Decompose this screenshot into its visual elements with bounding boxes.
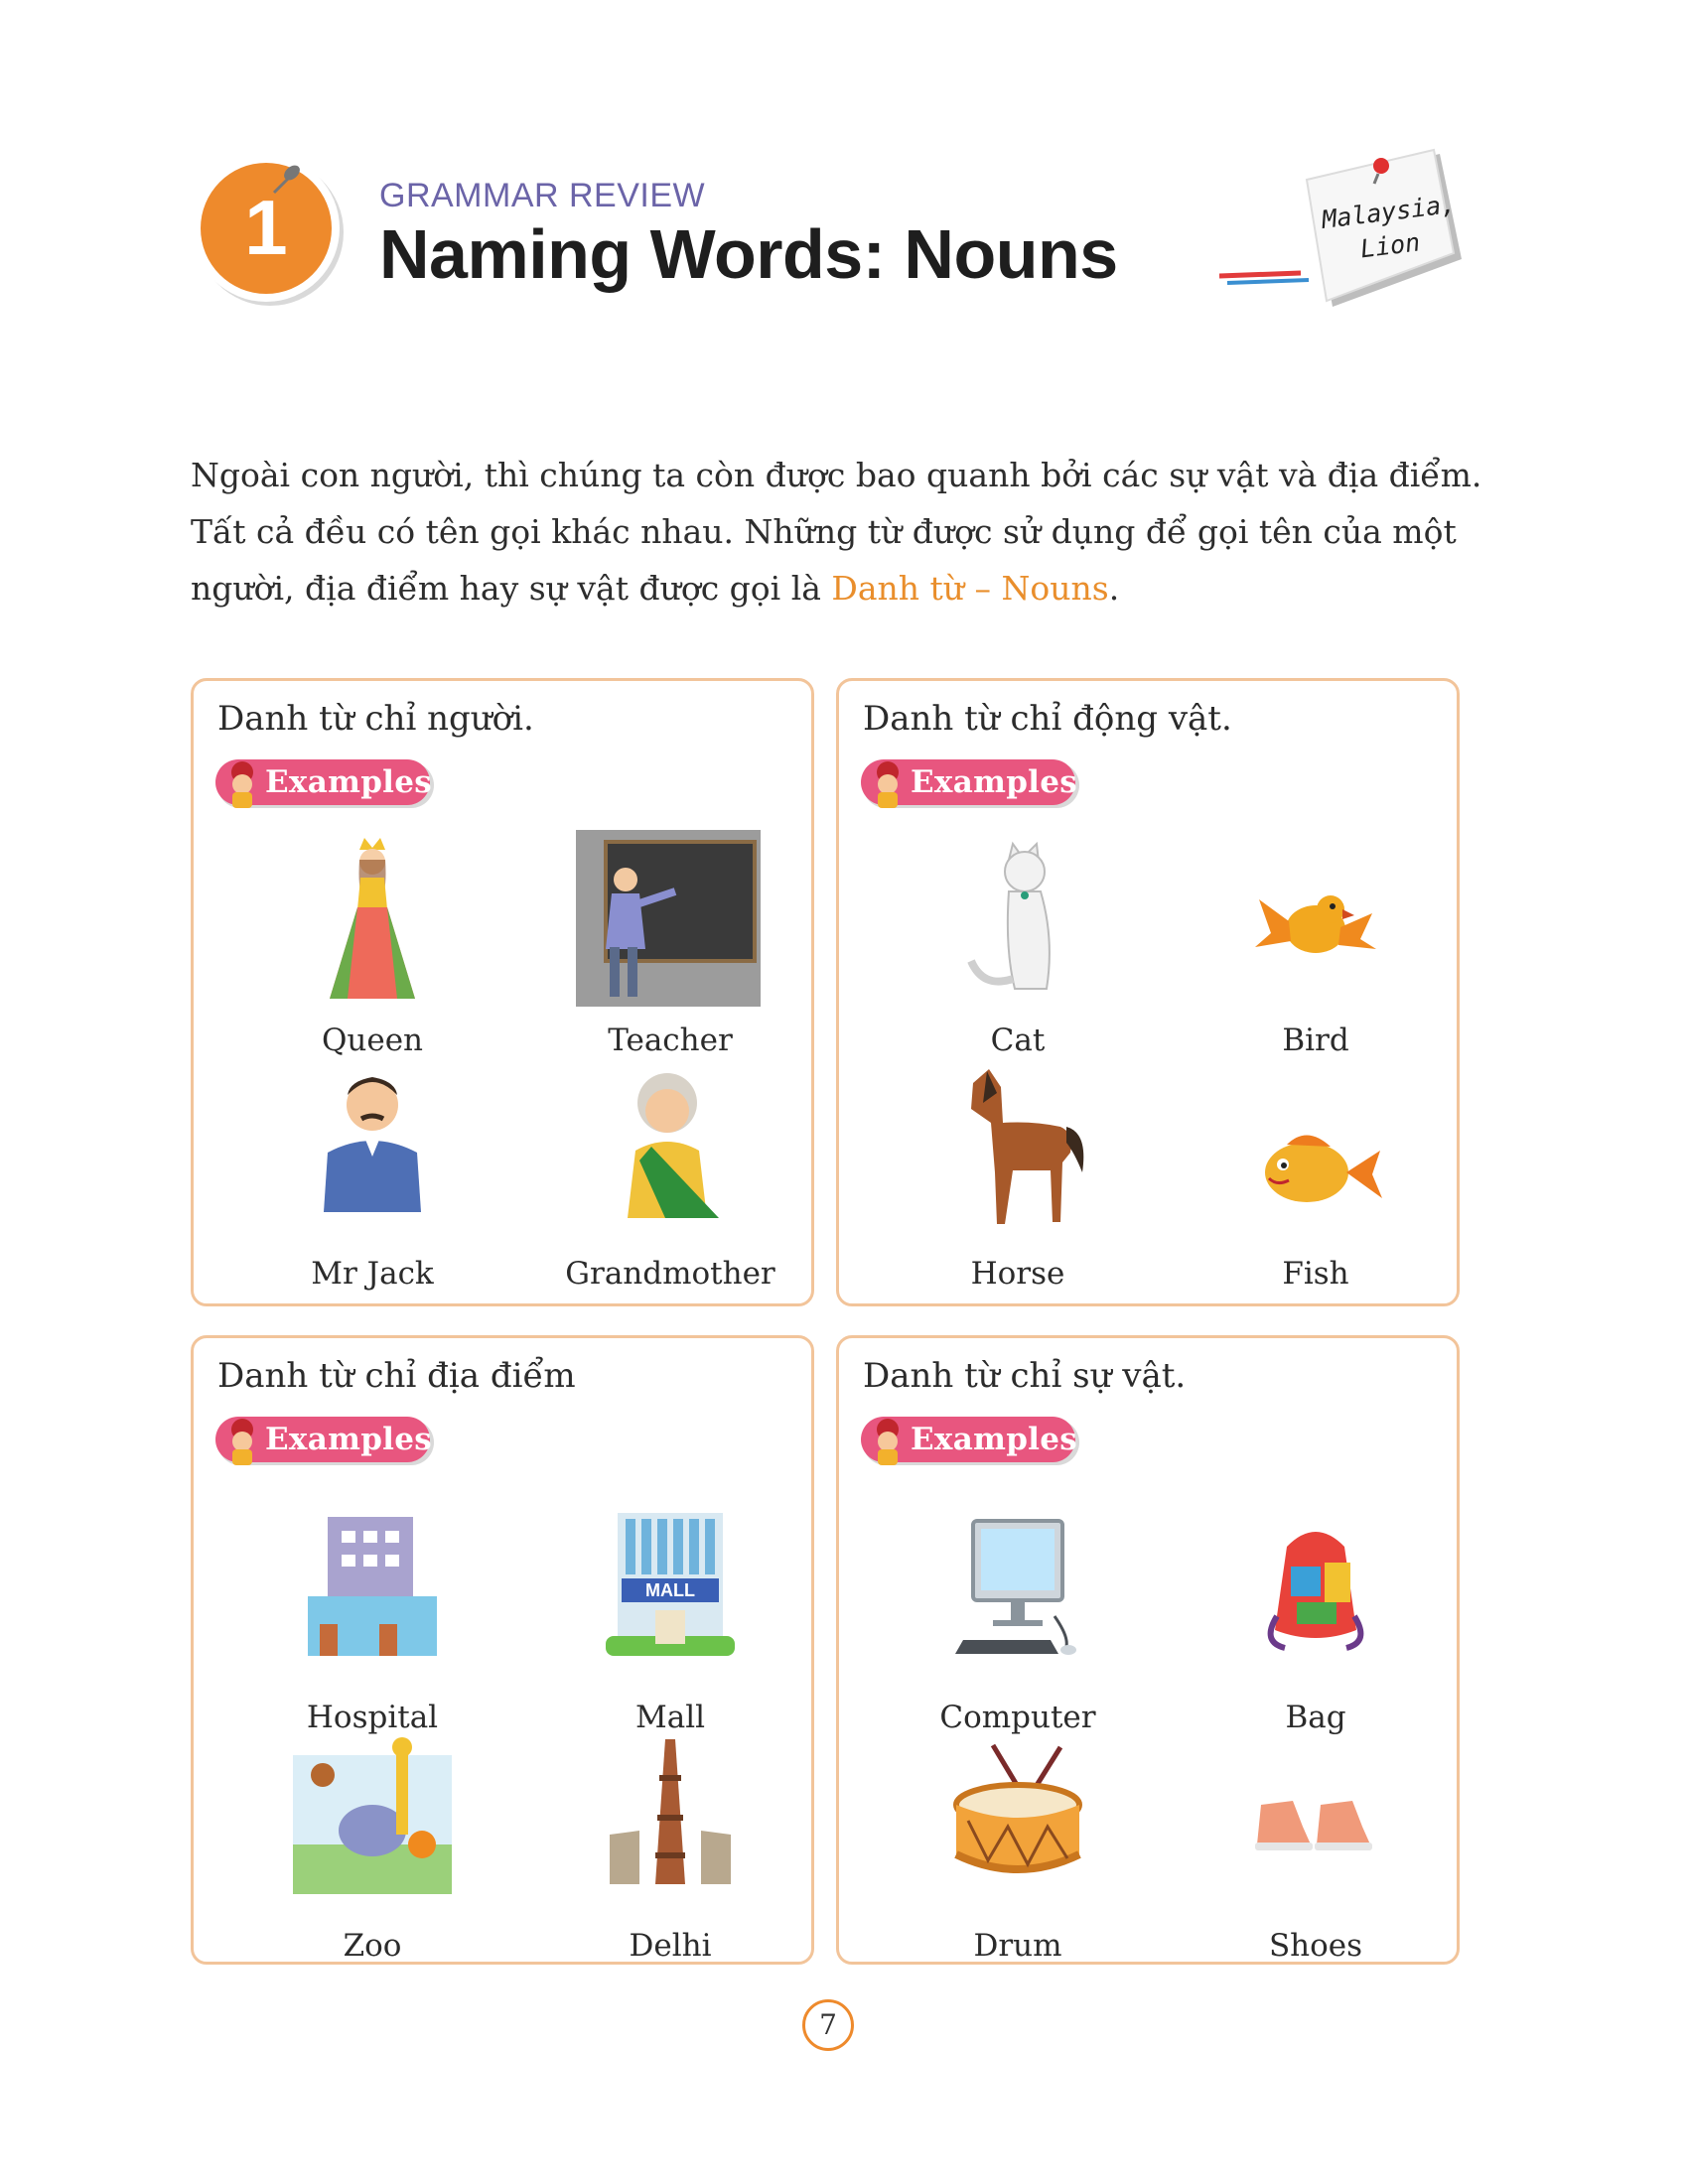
card-title: Danh từ chỉ động vật. bbox=[863, 699, 1232, 739]
zoo-icon bbox=[293, 1735, 452, 1899]
queen-icon bbox=[298, 830, 447, 1009]
card-title: Danh từ chỉ người. bbox=[217, 699, 534, 739]
noun-item-zoo: Zoo bbox=[243, 1735, 501, 1964]
bag-icon bbox=[1241, 1507, 1390, 1671]
fish-icon bbox=[1241, 1063, 1390, 1242]
page-number: 7 bbox=[802, 1999, 854, 2051]
horse-icon bbox=[943, 1063, 1092, 1242]
card-places bbox=[191, 1335, 814, 1965]
card-title: Danh từ chỉ địa điểm bbox=[217, 1356, 576, 1396]
intro-paragraph: Ngoài con người, thì chúng ta còn được bao quanh bởi các sự vật và địa điểm. Tất cả đều có tên gọi khác nhau. Những từ được sử dụng để gọi tên của một người, địa điểm hay sự vật được gọi là Danh từ – Nouns. bbox=[191, 456, 1482, 608]
noun-item-grandmother: Grandmother bbox=[541, 1063, 799, 1292]
noun-item-hospital: Hospital bbox=[243, 1507, 501, 1735]
examples-badge: Examples bbox=[215, 1414, 439, 1469]
kid-icon bbox=[877, 761, 899, 808]
examples-badge: Examples bbox=[215, 756, 439, 812]
computer-icon bbox=[943, 1507, 1092, 1671]
mall-icon bbox=[596, 1507, 745, 1671]
noun-item-mr-jack: Mr Jack bbox=[243, 1063, 501, 1292]
shoes-icon bbox=[1241, 1735, 1390, 1899]
unit-number: 1 bbox=[244, 184, 288, 271]
examples-badge: Examples bbox=[861, 1414, 1084, 1469]
hospital-icon bbox=[298, 1507, 447, 1671]
examples-badge: Examples bbox=[861, 756, 1084, 812]
unit-number-badge bbox=[189, 149, 346, 306]
page-title: Naming Words: Nouns bbox=[379, 215, 1118, 293]
nouns-term: Danh từ – Nouns bbox=[831, 569, 1109, 608]
card-title: Danh từ chỉ sự vật. bbox=[863, 1356, 1187, 1396]
card-people bbox=[191, 678, 814, 1306]
noun-item-shoes: Shoes bbox=[1187, 1735, 1445, 1964]
kid-icon bbox=[231, 761, 253, 808]
noun-item-horse: Horse bbox=[889, 1063, 1147, 1292]
drum-icon bbox=[943, 1735, 1092, 1899]
kid-icon bbox=[877, 1419, 899, 1465]
noun-item-bird: Bird bbox=[1187, 830, 1445, 1058]
kid-icon bbox=[231, 1419, 253, 1465]
noun-item-fish: Fish bbox=[1187, 1063, 1445, 1292]
card-animals bbox=[836, 678, 1460, 1306]
noun-item-bag: Bag bbox=[1187, 1507, 1445, 1735]
mall-sign: MALL bbox=[645, 1580, 695, 1600]
noun-item-queen: Queen bbox=[243, 830, 501, 1058]
noun-item-mall: MALL Mall bbox=[541, 1507, 799, 1735]
mr-jack-icon bbox=[298, 1063, 447, 1242]
card-things bbox=[836, 1335, 1460, 1965]
noun-item-teacher: Teacher bbox=[541, 830, 799, 1058]
delhi-tower-icon bbox=[596, 1735, 745, 1899]
noun-item-computer: Computer bbox=[889, 1507, 1147, 1735]
noun-item-cat: Cat bbox=[889, 830, 1147, 1058]
noun-item-drum: Drum bbox=[889, 1735, 1147, 1964]
cat-icon bbox=[943, 830, 1092, 1009]
grandmother-icon bbox=[596, 1063, 745, 1242]
pencils-icon bbox=[1219, 273, 1309, 283]
note-text: Malaysia, Lion bbox=[1320, 189, 1458, 264]
bird-icon bbox=[1241, 830, 1390, 1009]
noun-item-delhi: Delhi bbox=[541, 1735, 799, 1964]
section-kicker: GRAMMAR REVIEW bbox=[379, 177, 706, 214]
sticky-note bbox=[1219, 144, 1477, 323]
teacher-icon bbox=[576, 830, 765, 1009]
